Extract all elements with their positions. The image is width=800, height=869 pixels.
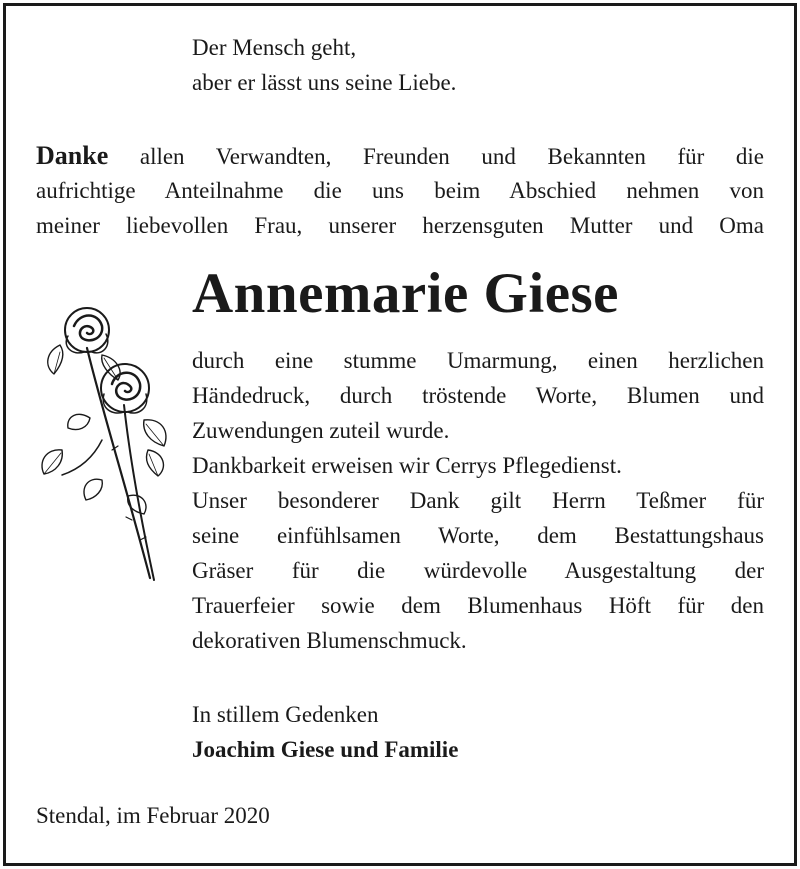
danke-word: Danke bbox=[36, 141, 109, 170]
intro-line-3: meiner liebevollen Frau, unserer herzensguten Mutter und Oma bbox=[36, 213, 764, 238]
closing-phrase: In stillem Gedenken bbox=[192, 702, 379, 727]
body-line: Dankbarkeit erweisen wir Cerrys Pflegedienst. bbox=[192, 453, 622, 478]
intro-line-1-text: allen Verwandten, Freunden und Bekannten für die bbox=[139, 144, 764, 169]
body-line: Zuwendungen zuteil wurde. bbox=[192, 418, 450, 443]
body-line: seine einfühlsamen Worte, dem Bestattungshaus bbox=[192, 523, 764, 548]
deceased-name: Annemarie Giese bbox=[192, 262, 619, 325]
body-line: Trauerfeier sowie dem Blumenhaus Höft für den bbox=[192, 593, 764, 618]
closing bbox=[192, 697, 458, 767]
body-line: durch eine stumme Umarmung, einen herzlichen bbox=[192, 348, 764, 373]
body-line: Unser besonderer Dank gilt Herrn Teßmer für bbox=[192, 488, 764, 513]
thanks-intro bbox=[36, 138, 764, 243]
place-date: Stendal, im Februar 2020 bbox=[36, 803, 270, 828]
motto-line-1: Der Mensch geht, bbox=[192, 35, 357, 60]
intro-line-1 bbox=[36, 138, 764, 173]
signature: Joachim Giese und Familie bbox=[192, 737, 459, 762]
motto-line-2: aber er lässt uns seine Liebe. bbox=[192, 70, 457, 95]
motto bbox=[192, 30, 456, 100]
intro-line-2: aufrichtige Anteilnahme die uns beim Abschied nehmen von bbox=[36, 178, 764, 203]
roses-icon bbox=[32, 300, 172, 590]
thanks-body bbox=[192, 343, 764, 658]
body-line: Händedruck, durch tröstende Worte, Blumen und bbox=[192, 383, 764, 408]
body-line: dekorativen Blumenschmuck. bbox=[192, 628, 467, 653]
body-line: Gräser für die würdevolle Ausgestaltung der bbox=[192, 558, 764, 583]
